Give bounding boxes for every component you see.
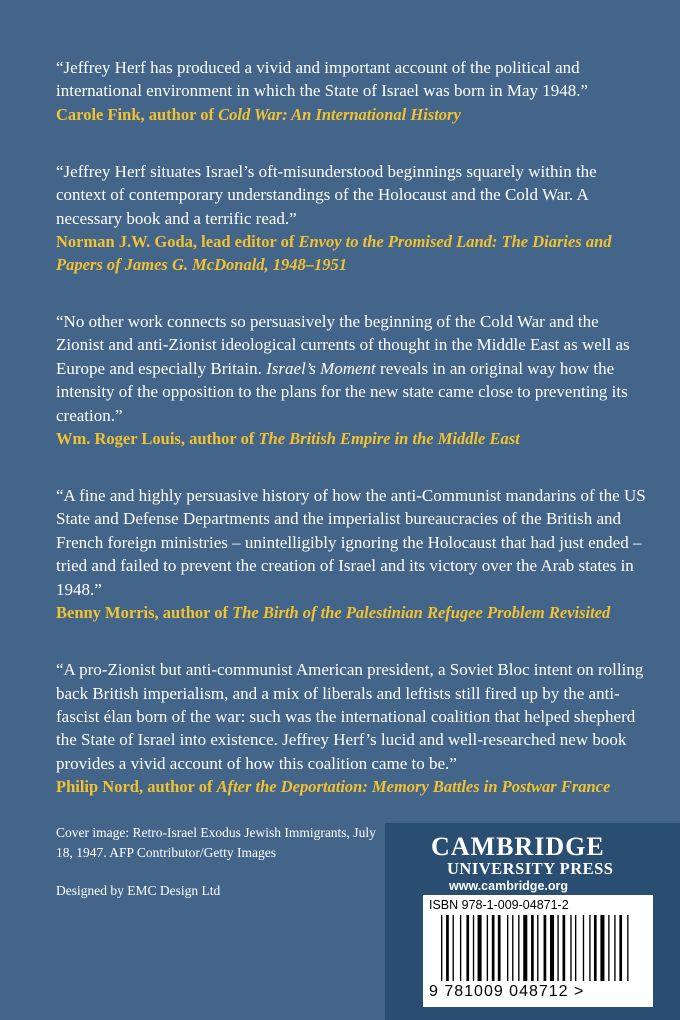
barcode-bar [453, 915, 454, 981]
barcode-bar [550, 915, 554, 981]
designer-credit: Designed by EMC Design Ltd [56, 883, 221, 898]
quote-attribution [56, 230, 646, 276]
barcode-bar [627, 915, 628, 981]
barcode-bar [441, 915, 442, 981]
attribution-author: Benny Morris, author of [56, 603, 233, 623]
barcode-bar [518, 915, 519, 981]
barcode-bar [446, 915, 449, 981]
attribution-work: After the Deportation: Memory Battles in Postwar France [216, 777, 611, 797]
barcode-bar [583, 915, 584, 981]
quote-text [56, 310, 646, 427]
attribution-work: Envoy to the Promised Land: The Diaries and Papers of James G. McDonald, 1948–1951 [56, 232, 612, 275]
publisher-box [385, 823, 680, 1020]
publisher-url[interactable]: www.cambridge.org [449, 879, 569, 893]
endorsement-1 [56, 56, 646, 126]
barcode-bar [600, 915, 604, 981]
endorsement-5 [56, 658, 646, 798]
endorsements [56, 56, 646, 832]
barcode-bar [614, 915, 615, 981]
attribution-author: Norman J.W. Goda, lead editor of [56, 232, 299, 252]
quote-text: “Jeffrey Herf has produced a vivid and important account of the political and international environment in which the State of Israel was born in May 1948.” [56, 58, 589, 101]
attribution-author: Carole Fink, author of [56, 104, 219, 124]
attribution-work: The British Empire in the Middle East [258, 429, 520, 449]
barcode-bar [466, 915, 469, 981]
barcode-bar [492, 915, 495, 981]
quote-attribution [56, 601, 646, 624]
endorsement-3 [56, 310, 646, 450]
credits [56, 823, 376, 901]
barcode-bar [537, 915, 538, 981]
barcode-bar [563, 915, 566, 981]
endorsement-4 [56, 484, 646, 624]
book-title: Israel’s Moment [266, 358, 376, 378]
barcode-box [423, 895, 653, 1007]
barcode-bar [523, 915, 527, 981]
isbn-label: ISBN 978-1-009-04871-2 [429, 898, 569, 912]
publisher-logo: CAMBRIDGE [431, 832, 605, 861]
barcode-bar [570, 915, 571, 981]
barcode-bar [460, 915, 461, 981]
barcode-bar [512, 915, 513, 981]
barcode-bar [594, 915, 597, 981]
quote-text: “Jeffrey Herf situates Israel’s oft-misunderstood beginnings squarely within the context of contemporary understandings of the Holocaust and the Cold War. A necessary book and a terrific read.” [56, 161, 597, 228]
quote-text: “A pro-Zionist but anti-communist American president, a Soviet Bloc intent on rolling back British imperialism, and a mix of liberals and leftists still fired up by the anti-fascist élan born of the war: such was the international coalition that helped shepherd the State of Israel into existence. Jeffrey Herf’s lucid and well-researched new book provides a vivid account of how this coalition came to be.” [56, 660, 644, 773]
barcode-bar [473, 915, 474, 981]
attribution-work: Cold War: An International History [218, 104, 461, 124]
barcode-bar [608, 915, 609, 981]
cover-image-credit: Cover image: Retro-Israel Exodus Jewish Immigrants, July 18, 1947. AFP Contributor/Getty Images [56, 825, 376, 860]
barcode-bar [575, 915, 576, 981]
attribution-author: Wm. Roger Louis, author of [56, 429, 259, 449]
barcode-bar [487, 915, 488, 981]
quote-text: “A fine and highly persuasive history of how the anti-Communist mandarins of the US State and Defense Departments and the imperialist bureaucracies of the British and French foreign ministries – unintelligibly ignoring the Holocaust that had just ended – tried and failed to prevent the creation of Israel and its victory over the Arab states in 1948.” [56, 486, 646, 599]
endorsement-2 [56, 160, 646, 276]
barcode-bar [619, 915, 622, 981]
attribution-author: Philip Nord, author of [56, 777, 217, 797]
quote-text-after: reveals in an original way how the intensity of the opposition to the plans for the new state came close to preventing its creation.” [56, 358, 628, 425]
quote-attribution [56, 427, 646, 450]
barcode-bar [544, 915, 547, 981]
barcode-bar [478, 915, 482, 981]
barcode-number: 9 781009 048712 > [429, 983, 585, 1000]
barcode [429, 915, 647, 983]
publisher-subname: UNIVERSITY PRESS [447, 859, 614, 878]
quote-attribution [56, 103, 646, 126]
barcode-bar [531, 915, 534, 981]
barcode-bar [557, 915, 558, 981]
barcode-bar [589, 915, 590, 981]
quote-text-before: “No other work connects so persuasively the beginning of the Cold War and the Zionist and anti-Zionist ideological currents of thought in the Middle East as well as Europe and especially Britain. [56, 312, 630, 378]
quote-attribution [56, 775, 646, 798]
barcode-bar [507, 915, 508, 981]
barcode-bar [498, 915, 501, 981]
attribution-work: The Birth of the Palestinian Refugee Problem Revisited [232, 603, 611, 623]
